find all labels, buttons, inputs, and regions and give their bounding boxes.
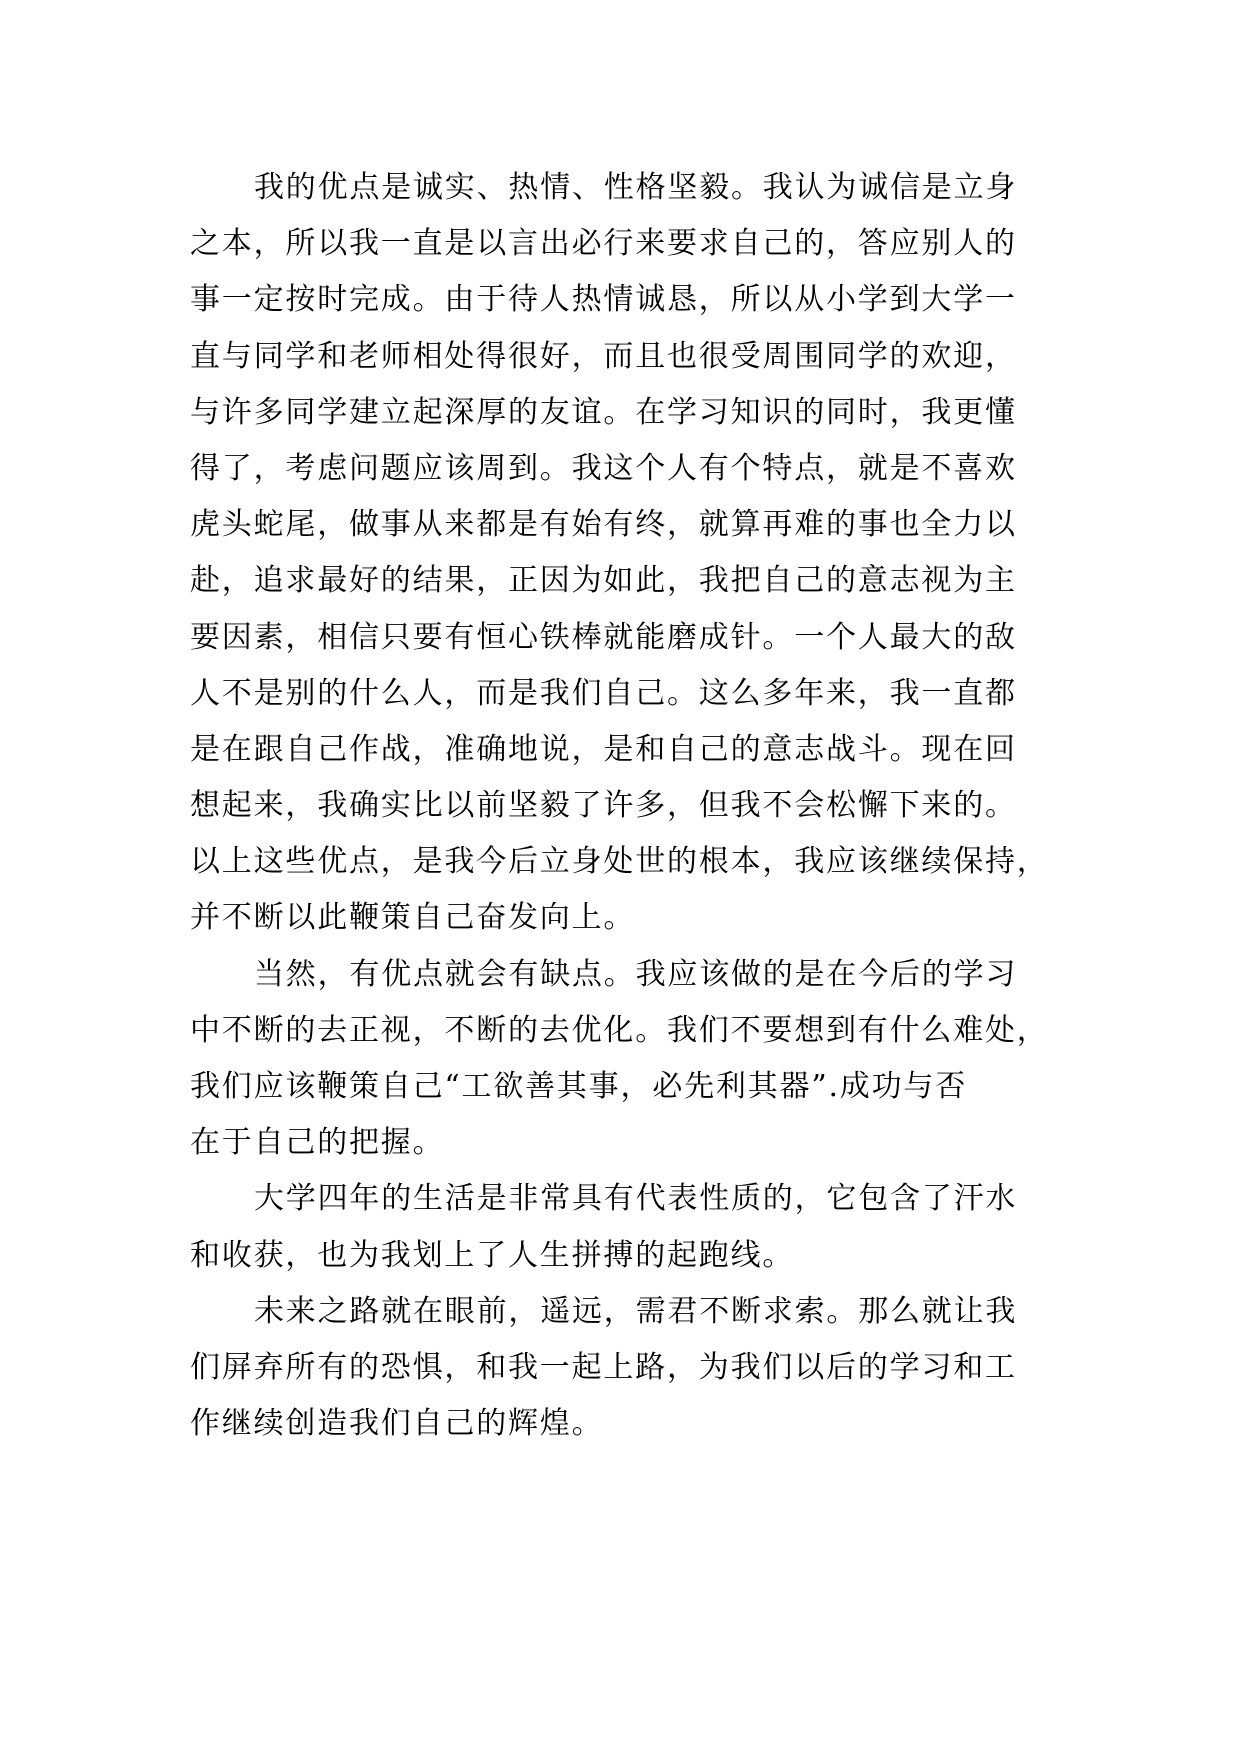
paragraph-1-line-5: 与许多同学建立起深厚的友谊。在学习知识的同时，我更懂 — [190, 394, 1017, 430]
paragraph-3-line-2: 和收获，也为我划上了人生拼搏的起跑线。 — [190, 1237, 795, 1273]
document-body — [190, 160, 1050, 1452]
paragraph-4-line-1: 未来之路就在眼前，遥远，需君不断求索。那么就让我 — [254, 1293, 1018, 1329]
paragraph-1-line-6: 得了，考虑问题应该周到。我这个人有个特点，就是不喜欢 — [190, 450, 1017, 486]
paragraph-2-line-3: 我们应该鞭策自己“工欲善其事，必先利其器”.成功与否 — [190, 1069, 968, 1104]
paragraph-3-line-1: 大学四年的生活是非常具有代表性质的，它包含了汗水 — [254, 1181, 1018, 1217]
paragraph-1-line-9: 要因素，相信只要有恒心铁棒就能磨成针。一个人最大的敌 — [190, 619, 1017, 655]
paragraph-1-line-11: 是在跟自己作战，准确地说，是和自己的意志战斗。现在回 — [190, 731, 1017, 767]
paragraph-1-line-8: 赴，追求最好的结果，正因为如此，我把自己的意志视为主 — [190, 563, 1017, 599]
paragraph-1-line-1: 我的优点是诚实、热情、性格坚毅。我认为诚信是立身 — [254, 170, 1018, 205]
paragraph-1-line-10: 人不是别的什么人，而是我们自己。这么多年来，我一直都 — [190, 675, 1017, 711]
paragraph-4-line-2: 们屏弃所有的恐惧，和我一起上路，为我们以后的学习和工 — [190, 1349, 1017, 1385]
paragraph-2-line-4: 在于自己的把握。 — [190, 1125, 445, 1161]
paragraph-2-line-2: 中不断的去正视，不断的去优化。我们不要想到有什么难处， — [190, 1012, 1049, 1048]
paragraph-2-line-1: 当然，有优点就会有缺点。我应该做的是在今后的学习 — [254, 956, 1018, 992]
paragraph-1-line-12: 想起来，我确实比以前坚毅了许多，但我不会松懈下来的。 — [190, 788, 1017, 824]
paragraph-1-line-7: 虎头蛇尾，做事从来都是有始有终，就算再难的事也全力以 — [190, 507, 1017, 543]
paragraph-4-line-3: 作继续创造我们自己的辉煌。 — [190, 1406, 604, 1442]
paragraph-1-line-3: 事一定按时完成。由于待人热情诚恳，所以从小学到大学一 — [190, 282, 1017, 318]
paragraph-1-line-2: 之本，所以我一直是以言出必行来要求自己的，答应别人的 — [190, 226, 1017, 262]
paragraph-1-line-14: 并不断以此鞭策自己奋发向上。 — [190, 900, 636, 936]
paragraph-1-line-4: 直与同学和老师相处得很好，而且也很受周围同学的欢迎， — [190, 338, 1017, 374]
paragraph-1-line-13: 以上这些优点，是我今后立身处世的根本，我应该继续保持， — [190, 844, 1049, 880]
